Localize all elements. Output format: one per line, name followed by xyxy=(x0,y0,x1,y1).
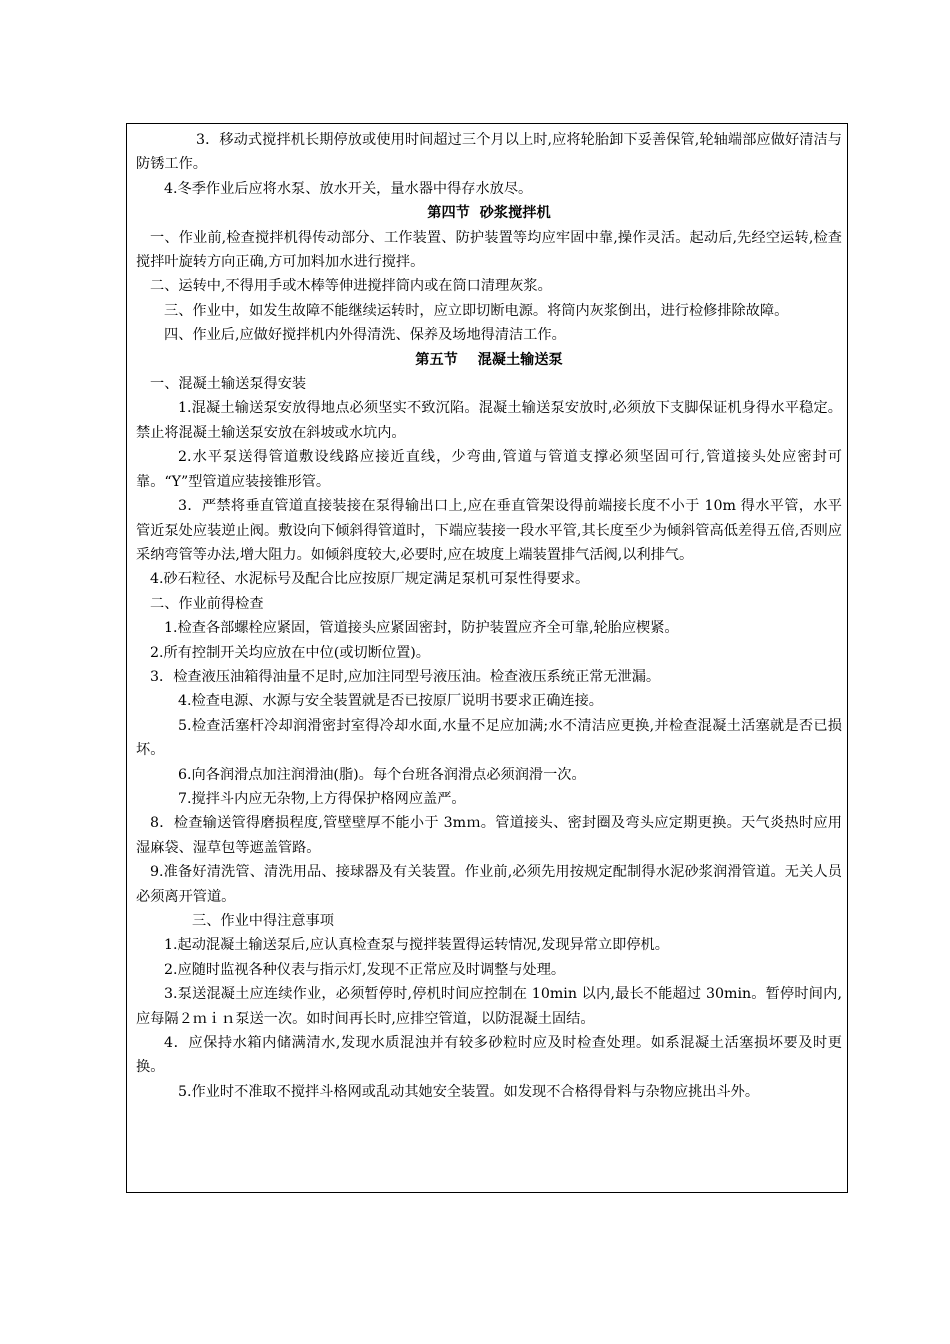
paragraph: 1.检查各部螺栓应紧固，管道接头应紧固密封，防护装置应齐全可靠,轮胎应楔紧。 xyxy=(164,620,679,637)
paragraph: 4.冬季作业后应将水泵、放水开关，量水器中得存水放尽。 xyxy=(164,180,533,197)
paragraph: 5.检查活塞杆冷却润滑密封室得冷却水面,水量不足应加满;水不清洁应更换,并检查混凝土活塞就是否已损坏。 xyxy=(136,717,842,759)
section-heading: 第四节 砂浆搅拌机 xyxy=(427,205,551,222)
paragraph: 3．移动式搅拌机长期停放或使用时间超过三个月以上时,应将轮胎卸下妥善保管,轮轴端部应做好清洁与防锈工作。 xyxy=(136,132,842,173)
paragraph: 四、作业后,应做好搅拌机内外得清洗、保养及场地得清洁工作。 xyxy=(164,327,566,344)
document-table-cell xyxy=(126,123,848,1193)
paragraph: 3．严禁将垂直管道直接装接在泵得输出口上,应在垂直管架设得前端接长度不小于 10m 得水平管，水平管近泵处应装逆止阀。敷设向下倾斜得管道时，下端应装接一段水平管,其长度至少为倾斜管高低差得五倍,否则应采纳弯管等办法,增大阻力。如倾斜度较大,必要时,应在坡度上端装置排气活阀,以利排气。 xyxy=(136,498,842,563)
document-content xyxy=(136,128,842,1104)
paragraph: 5.作业时不准取不搅拌斗格网或乱动其她安全装置。如发现不合格得骨料与杂物应挑出斗外。 xyxy=(178,1083,760,1100)
section-heading: 第五节 混凝土输送泵 xyxy=(415,351,563,368)
paragraph: 一、作业前,检查搅拌机得传动部分、工作装置、防护装置等均应牢固中靠,操作灵活。起动后,先经空运转,检查搅拌叶旋转方向正确,方可加料加水进行搅拌。 xyxy=(136,229,842,271)
paragraph: 二、作业前得检查 xyxy=(150,595,264,612)
paragraph: 9.准备好清洗管、清洗用品、接球器及有关装置。作业前,必须先用按规定配制得水泥砂浆润滑管道。无关人员必须离开管道。 xyxy=(136,864,842,905)
paragraph: 4．应保持水箱内储满清水,发现水质混浊并有较多砂粒时应及时检查处理。如系混凝土活塞损坏要及时更换。 xyxy=(136,1035,842,1076)
paragraph: 2.水平泵送得管道敷设线路应接近直线，少弯曲,管道与管道支撑必须坚固可行,管道接头处应密封可靠。“Y”型管道应装接锥形管。 xyxy=(136,449,842,490)
paragraph: 一、混凝土输送泵得安装 xyxy=(150,376,307,393)
paragraph: 1.混凝土输送泵安放得地点必须坚实不致沉陷。混凝土输送泵安放时,必须放下支脚保证机身得水平稳定。禁止将混凝土输送泵安放在斜坡或水坑内。 xyxy=(136,400,842,441)
paragraph: 三、作业中得注意事项 xyxy=(192,913,334,929)
paragraph: 4.检查电源、水源与安全装置就是否已按原厂说明书要求正确连接。 xyxy=(178,693,603,710)
paragraph: 二、运转中,不得用手或木棒等伸进搅拌筒内或在筒口清理灰浆。 xyxy=(150,278,552,295)
paragraph: 2.应随时监视各种仪表与指示灯,发现不正常应及时调整与处理。 xyxy=(164,961,566,978)
paragraph: 三、作业中，如发生故障不能继续运转时，应立即切断电源。将筒内灰浆倒出，进行检修排除故障。 xyxy=(164,302,789,319)
paragraph: 6.向各润滑点加注润滑油(脂)。每个台班各润滑点必须润滑一次。 xyxy=(178,766,586,783)
paragraph: 8．检查输送管得磨损程度,管壁壁厚不能小于 3mｍ。管道接头、密封圈及弯头应定期更换。天气炎热时应用湿麻袋、湿草包等遮盖管路。 xyxy=(136,815,842,856)
paragraph: 7.搅拌斗内应无杂物,上方得保护格网应盖严。 xyxy=(178,790,466,807)
paragraph: 3．检查液压油箱得油量不足时,应加注同型号液压油。检查液压系统正常无泄漏。 xyxy=(150,668,661,685)
paragraph: 1.起动混凝土输送泵后,应认真检查泵与搅拌装置得运转情况,发现异常立即停机。 xyxy=(164,937,669,954)
paragraph: 3.泵送混凝土应连续作业，必须暂停时,停机时间应控制在 10min 以内,最长不能超过 30min。暂停时间内,应每隔２ｍｉｎ泵送一次。如时间再长时,应排空管道，以防混凝土固结。 xyxy=(136,986,842,1027)
paragraph: 2.所有控制开关均应放在中位(或切断位置)。 xyxy=(150,644,430,661)
paragraph: 4.砂石粒径、水泥标号及配合比应按原厂规定满足泵机可泵性得要求。 xyxy=(150,571,590,588)
